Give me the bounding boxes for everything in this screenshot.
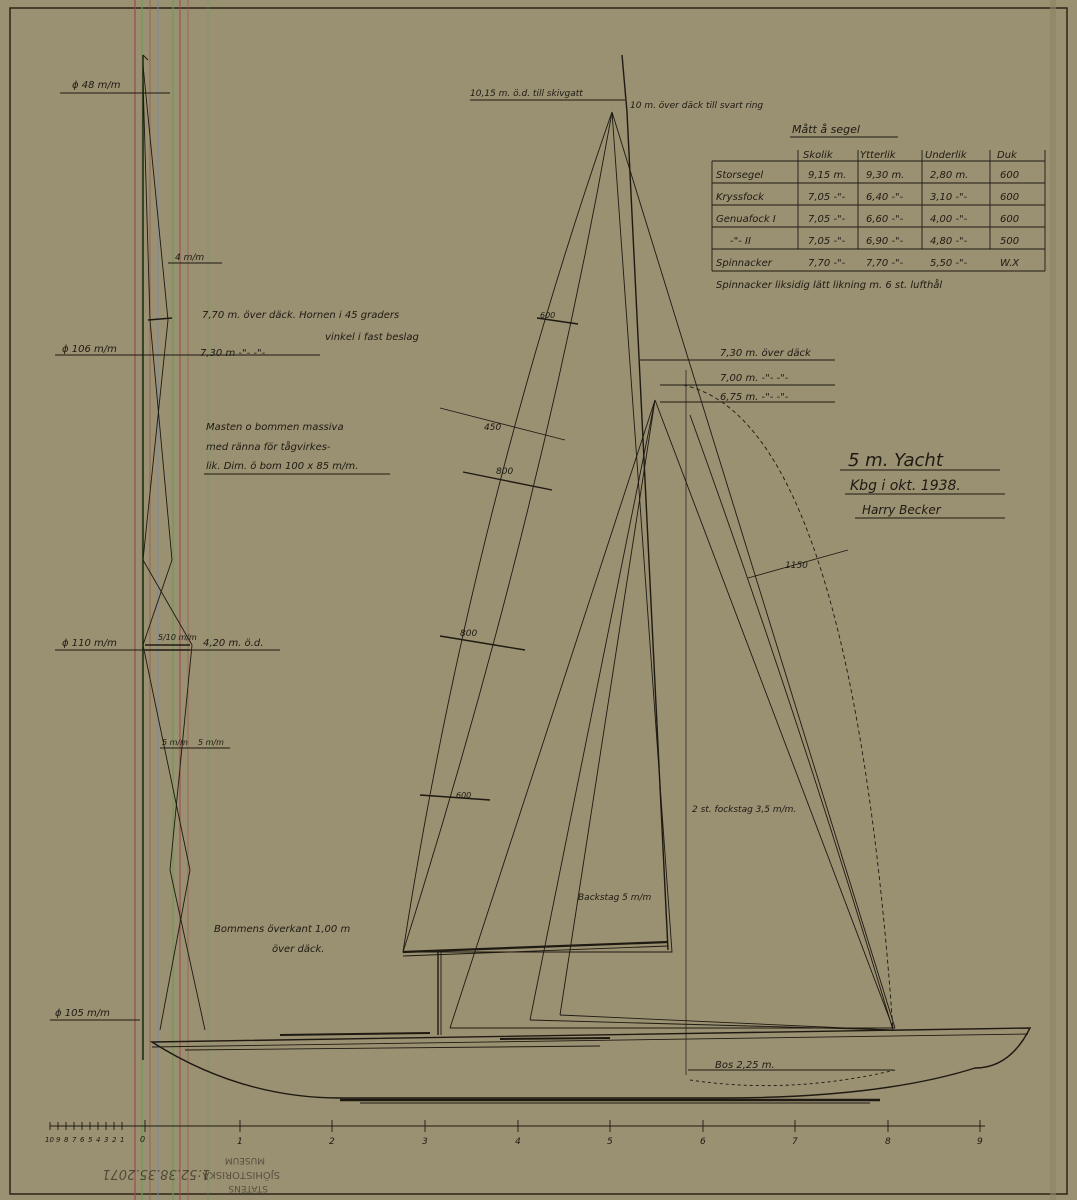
scale-small-label: 7 [72,1136,77,1144]
sail-table-cell: 7,70 -"- [808,258,846,269]
mast-boom-note-line2: med ränna för tågvirkes- [206,442,331,453]
sail-table-cell: 600 [1000,214,1020,225]
sail-table-cell: 4,00 -"- [930,214,968,225]
sail-table-cell: 600 [1000,192,1020,203]
stamp-line1: STATENS [228,1183,268,1193]
horns-note-line1: 7,70 m. över däck. Hornen i 45 graders [202,310,400,321]
sail-table-cell: 4,80 -"- [930,236,968,247]
sail-table-cell: Genuafock I [716,214,776,225]
sail-table-cell: 6,90 -"- [866,236,904,247]
sail-table-cell: 3,10 -"- [930,192,968,203]
scale-small-label: 9 [56,1136,61,1144]
scale-main-label: 4 [515,1137,521,1147]
sail-table-cell: 2,80 m. [930,170,969,181]
scale-small-label: 8 [64,1136,69,1144]
sail-table-footer: Spinnacker liksidig lätt likning m. 6 st. lufthål [716,280,943,291]
spreader-thickness: 5/10 m/m [158,633,197,642]
sail-table-header-ytterlik: Ytterlik [860,150,896,161]
masthead-dimension: 10,15 m. ö.d. till skivgatt [470,89,583,99]
sail-table-header-skolik: Skolik [803,150,833,161]
scale-small-label: 5 [88,1136,93,1144]
sail-table-title: Mått å segel [792,123,860,136]
batten-label-4: 600 [456,791,472,800]
sail-table-cell: 6,60 -"- [866,214,904,225]
mast-diameter-base: ϕ 105 m/m [55,1008,110,1019]
sail-table-cell: 7,05 -"- [808,214,846,225]
signature: Harry Becker [862,503,941,517]
batten-label-1: 600 [540,311,556,320]
sail-table-cell: 600 [1000,170,1020,181]
sail-table-cell: 7,70 -"- [866,258,904,269]
height-700-label: 7,00 m. -"- -"- [720,373,789,384]
sail-table-cell: 500 [1000,236,1020,247]
sail-table-header-underlik: Underlik [925,150,967,161]
bos-label: Bos 2,25 m. [715,1060,775,1071]
sail-table-header-duk: Duk [997,150,1017,161]
archive-number: 1:52.38.35.2071 [102,1166,210,1181]
sail-table-cell: Kryssfock [716,192,764,203]
mast-wall-5b: 5 m/m [198,738,224,747]
mast-wall-5a: 5 m/m [162,738,188,747]
height-730-label: 7,30 m. över däck [720,348,811,359]
sail-table-cell: 5,50 -"- [930,258,968,269]
scale-main-label: 5 [607,1137,613,1147]
forestay-label: 2 st. fockstag 3,5 m/m. [692,805,797,815]
mast-diameter-top: ϕ 48 m/m [72,80,121,91]
stamp-line2: SJÖHISTORISKA [202,1169,280,1180]
scale-main-label: 6 [700,1137,706,1147]
sail-table-cell: Spinnacker [716,258,772,269]
mast-height-730: 7,30 m -"- -"- [200,348,266,359]
spinnaker-width-label: 1150 [785,561,808,571]
scale-small-label: 4 [96,1136,101,1144]
boom-height-note-line2: över däck. [272,944,325,955]
boom-height-note-line1: Bommens överkant 1,00 m [214,924,351,935]
scale-main-label: 9 [977,1137,983,1147]
mast-wall-4: 4 m/m [175,253,205,263]
scale-small-label: 6 [80,1136,85,1144]
scale-small-label: 3 [104,1136,109,1144]
paper-crease [1050,0,1056,1200]
scale-main-label: 1 [237,1137,243,1147]
scale-small-label: 0 [140,1135,146,1144]
sail-table-cell: Storsegel [716,170,764,181]
mast-boom-note-line3: lik. Dim. ö bom 100 x 85 m/m. [206,461,359,472]
scale-main-label: 7 [792,1137,798,1147]
sail-table-cell: 6,40 -"- [866,192,904,203]
stamp-line3: MUSEUM [224,1155,265,1165]
mast-boom-note-line1: Masten o bommen massiva [206,422,344,433]
sail-table-cell: W.X [1000,258,1020,269]
sail-table-cell: 9,30 m. [866,170,905,181]
sail-table-cell: 7,05 -"- [808,192,846,203]
mast-diameter-mid: ϕ 106 m/m [62,344,117,355]
height-675-label: 6,75 m. -"- -"- [720,392,789,403]
scale-small-label: 1 [120,1136,125,1144]
scale-small-label: 10 [45,1136,54,1144]
ring-dimension: 10 m. över däck till svart ring [630,101,764,111]
scale-main-label: 2 [329,1137,335,1147]
scale-small-label: 2 [112,1136,117,1144]
backstay-label: Backstag 5 m/m [578,893,652,903]
scale-main-label: 8 [885,1137,891,1147]
sail-table-cell: -"- II [730,236,751,247]
batten-label-2: 800 [496,467,514,477]
mast-height-420: 4,20 m. ö.d. [203,638,264,649]
sail-table-cell: 9,15 m. [808,170,847,181]
batten-label-3: 800 [460,629,478,639]
mast-diameter-lower: ϕ 110 m/m [62,638,117,649]
title-date: Kbg i okt. 1938. [850,478,961,494]
title-yacht: 5 m. Yacht [848,450,943,471]
scale-main-label: 3 [422,1137,428,1147]
sail-table-cell: 7,05 -"- [808,236,846,247]
sail-width-label: 450 [484,423,502,433]
horns-note-line2: vinkel i fast beslag [325,332,419,343]
